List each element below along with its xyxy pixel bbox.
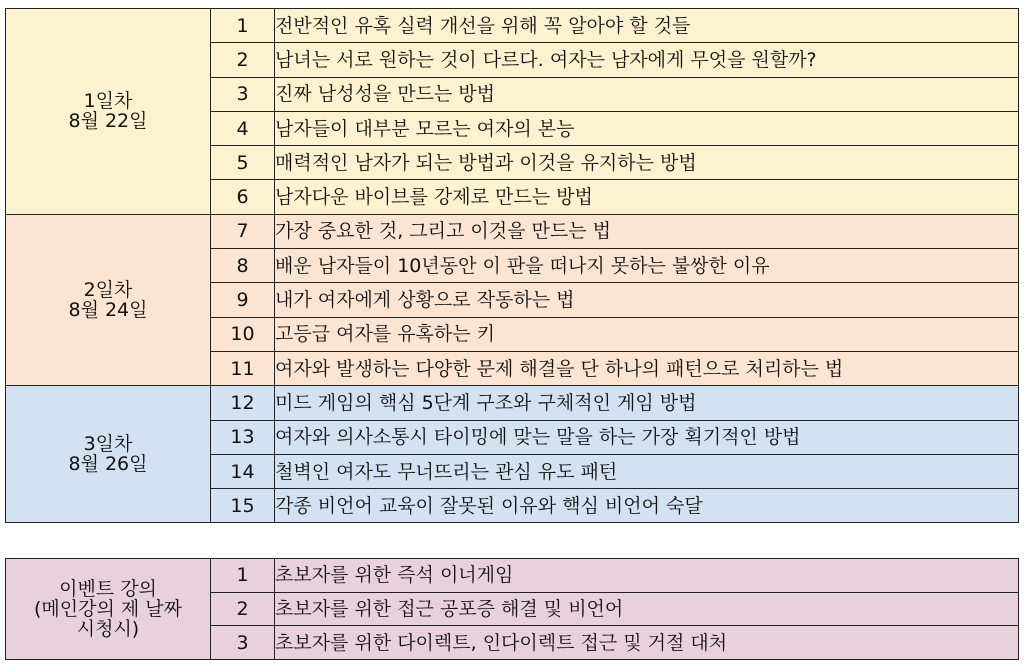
day-cell: [6, 386, 211, 523]
lesson-number: 4: [211, 111, 275, 145]
event-lesson-title: 초보자를 위한 즉석 이너게임: [275, 559, 1019, 593]
lesson-number: 13: [211, 420, 275, 454]
event-lesson-row: [6, 559, 1019, 593]
lesson-number: 6: [211, 180, 275, 214]
day-label: 1일차: [83, 90, 133, 113]
event-lesson-number: 1: [211, 559, 275, 593]
day-date: 8월 22일: [68, 110, 148, 133]
lesson-number: 15: [211, 489, 275, 523]
lesson-number: 10: [211, 317, 275, 351]
event-lesson-number: 3: [211, 626, 275, 660]
lesson-title: 남자들이 대부분 모르는 여자의 본능: [275, 111, 1019, 145]
event-label-cell: [6, 559, 211, 660]
lesson-title: 남자다운 바이브를 강제로 만드는 방법: [275, 180, 1019, 214]
lecture-schedule-body: [6, 9, 1019, 523]
lesson-number: 3: [211, 77, 275, 111]
day-date: 8월 26일: [68, 453, 148, 476]
lesson-number: 5: [211, 146, 275, 180]
lesson-number: 9: [211, 283, 275, 317]
lesson-title: 여자와 발생하는 다양한 문제 해결을 단 하나의 패턴으로 처리하는 법: [275, 351, 1019, 385]
lesson-number: 11: [211, 351, 275, 385]
event-lecture-body: [6, 559, 1019, 660]
lesson-title: 남녀는 서로 원하는 것이 다르다. 여자는 남자에게 무엇을 원할까?: [275, 43, 1019, 77]
lesson-title: 철벽인 여자도 무너뜨리는 관심 유도 패턴: [275, 454, 1019, 488]
lesson-title: 가장 중요한 것, 그리고 이것을 만드는 법: [275, 214, 1019, 248]
lesson-title: 전반적인 유혹 실력 개선을 위해 꼭 알아야 할 것들: [275, 9, 1019, 43]
lesson-title: 내가 여자에게 상황으로 작동하는 법: [275, 283, 1019, 317]
lesson-title: 매력적인 남자가 되는 방법과 이것을 유지하는 방법: [275, 146, 1019, 180]
day-cell: [6, 214, 211, 385]
event-lesson-number: 2: [211, 592, 275, 626]
day-cell: [6, 9, 211, 215]
event-lesson-title: 초보자를 위한 접근 공포증 해결 및 비언어: [275, 592, 1019, 626]
lesson-row: [6, 9, 1019, 43]
day-label: 2일차: [83, 279, 133, 302]
lesson-title: 진짜 남성성을 만드는 방법: [275, 77, 1019, 111]
lesson-number: 1: [211, 9, 275, 43]
lesson-number: 7: [211, 214, 275, 248]
lesson-title: 각종 비언어 교육이 잘못된 이유와 핵심 비언어 숙달: [275, 489, 1019, 523]
event-lecture-table: [5, 558, 1019, 660]
lesson-number: 14: [211, 454, 275, 488]
lesson-number: 12: [211, 386, 275, 420]
lesson-number: 8: [211, 249, 275, 283]
event-label-line: (메인강의 제 날짜: [34, 598, 182, 621]
lesson-row: [6, 214, 1019, 248]
lesson-title: 미드 게임의 핵심 5단계 구조와 구체적인 게임 방법: [275, 386, 1019, 420]
event-lesson-title: 초보자를 위한 다이렉트, 인다이렉트 접근 및 거절 대처: [275, 626, 1019, 660]
event-label-line: 이벤트 강의: [59, 578, 157, 601]
lesson-number: 2: [211, 43, 275, 77]
event-label-line: 시청시): [76, 618, 140, 641]
lesson-title: 고등급 여자를 유혹하는 키: [275, 317, 1019, 351]
day-label: 3일차: [83, 433, 133, 456]
lesson-title: 배운 남자들이 10년동안 이 판을 떠나지 못하는 불쌍한 이유: [275, 249, 1019, 283]
day-date: 8월 24일: [68, 299, 148, 322]
lecture-schedule-table: [5, 8, 1019, 523]
lesson-title: 여자와 의사소통시 타이밍에 맞는 말을 하는 가장 획기적인 방법: [275, 420, 1019, 454]
lesson-row: [6, 386, 1019, 420]
